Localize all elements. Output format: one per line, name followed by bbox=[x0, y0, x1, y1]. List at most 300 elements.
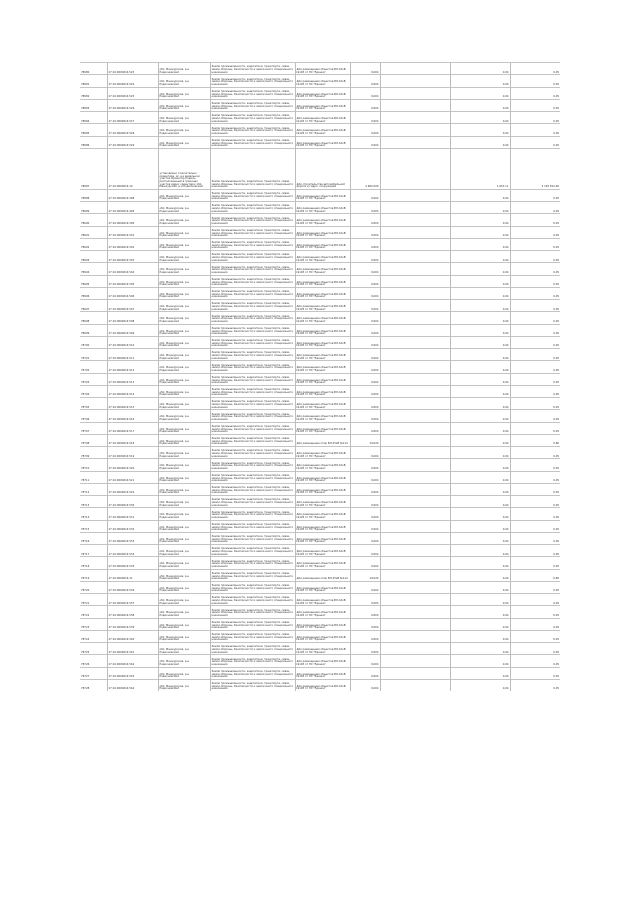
rate-value: 0,04 bbox=[450, 410, 510, 422]
cadastral-cost: 0,05 bbox=[510, 87, 560, 99]
land-category: Земли промышленности, энергетики, транспорта, связи, земли обороны, безопасности и земли иного специального назначения bbox=[210, 238, 295, 250]
cadastral-cost: 0,05 bbox=[510, 643, 560, 655]
cadastral-number: 27:16:0000614:530 bbox=[107, 496, 158, 508]
cadastral-number: 27:16:0000614:508 bbox=[107, 312, 158, 324]
area-value: 0,004 bbox=[350, 557, 380, 569]
cadastral-number: 27:16:0000614:519 bbox=[107, 447, 158, 459]
land-category: Земли промышленности, энергетики, транспорта, связи, земли обороны, безопасности и земли иного специального назначения bbox=[210, 606, 295, 618]
table-row bbox=[80, 75, 560, 87]
table-row bbox=[80, 422, 560, 434]
location-address: обл. Манжурская, р-н Родионовский bbox=[158, 569, 210, 581]
area-value: 0,004 bbox=[350, 124, 380, 136]
location-address: обл. Манжурская, р-н Родионовский bbox=[158, 275, 210, 287]
cadastral-number: 27:16:0000614:498 bbox=[107, 189, 158, 201]
empty-cell bbox=[380, 202, 450, 214]
cadastral-number: 27:16:0000614:510 bbox=[107, 336, 158, 348]
row-number: 78726 bbox=[80, 655, 107, 667]
permitted-use: Для размещения объектов ВЛ-10кВ №193 от ПС "Еданка" bbox=[295, 618, 350, 630]
table-row bbox=[80, 124, 560, 136]
permitted-use: Для размещения объектов ВЛ-10кВ №193 от ПС "Еданка" bbox=[295, 349, 350, 361]
cadastral-cost: 0,05 bbox=[510, 655, 560, 667]
empty-cell bbox=[380, 361, 450, 373]
cadastral-cost: 0,05 bbox=[510, 99, 560, 111]
cadastral-number: 27:16:0000614:535 bbox=[107, 557, 158, 569]
table-row bbox=[80, 226, 560, 238]
cadastral-number: 27:16:0000614:532 bbox=[107, 520, 158, 532]
row-number: 78705 bbox=[80, 398, 107, 410]
area-value: 0,004 bbox=[350, 385, 380, 397]
rate-value: 0,04 bbox=[450, 87, 510, 99]
rate-value: 0,04 bbox=[450, 594, 510, 606]
cadastral-cost: 0,05 bbox=[510, 124, 560, 136]
cadastral-cost: 0,05 bbox=[510, 385, 560, 397]
rate-value: 0,04 bbox=[450, 630, 510, 642]
table-row bbox=[80, 594, 560, 606]
row-number: 78693 bbox=[80, 251, 107, 263]
row-number: 78682 bbox=[80, 87, 107, 99]
rate-value: 0,04 bbox=[450, 471, 510, 483]
location-address: обл. Манжурская, р-н Родионовский bbox=[158, 643, 210, 655]
location-address: обл. Манжурская, р-н Родионовский bbox=[158, 226, 210, 238]
cadastral-cost: 0,05 bbox=[510, 545, 560, 557]
cadastral-cost: 0,05 bbox=[510, 679, 560, 691]
table-row bbox=[80, 312, 560, 324]
permitted-use: Для размещения объектов ВЛ-10кВ №193 от ПС "Еданка" bbox=[295, 508, 350, 520]
rate-value: 0,04 bbox=[450, 545, 510, 557]
permitted-use: Для размещения объектов ВЛ-10кВ №193 от ПС "Еданка" bbox=[295, 112, 350, 124]
permitted-use: Для размещения объектов ВЛ-10кВ №193 от ПС "Еданка" bbox=[295, 214, 350, 226]
row-number: 78689 bbox=[80, 202, 107, 214]
land-category: Земли промышленности, энергетики, транспорта, связи, земли обороны, безопасности и земли иного специального назначения bbox=[210, 655, 295, 667]
permitted-use: Для размещения объектов ВЛ-10кВ №193 от ПС "Еданка" bbox=[295, 136, 350, 148]
location-address: установлено относительно ориентира, ис. на земельном участке Ориентир Родион, расположенный в границах участка Адрес ориентира: обл. Манжурская, р-н Родионовский bbox=[158, 148, 210, 189]
area-value: 0,004 bbox=[350, 618, 380, 630]
area-value: 4 660 000 bbox=[350, 148, 380, 189]
rate-value: 1,053 11 bbox=[450, 148, 510, 189]
row-number: 78710 bbox=[80, 459, 107, 471]
permitted-use: Для размещения объектов ВЛ-10кВ №193 от ПС "Еданка" bbox=[295, 287, 350, 299]
table-row bbox=[80, 532, 560, 544]
land-category: Земли промышленности, энергетики, транспорта, связи, земли обороны, безопасности и земли иного специального назначения bbox=[210, 667, 295, 679]
table-row bbox=[80, 557, 560, 569]
row-number: 78695 bbox=[80, 275, 107, 287]
land-category: Земли промышленности, энергетики, транспорта, связи, земли обороны, безопасности и земли иного специального назначения bbox=[210, 398, 295, 410]
permitted-use: Для размещения объектов ВЛ-10кВ №193 от ПС "Еданка" bbox=[295, 459, 350, 471]
location-address: обл. Манжурская, р-н Родионовский bbox=[158, 214, 210, 226]
empty-cell bbox=[380, 471, 450, 483]
area-value: 0,004 bbox=[350, 324, 380, 336]
location-address: обл. Манжурская, р-н Родионовский bbox=[158, 238, 210, 250]
cadastral-number: 27:16:0000614:499 bbox=[107, 202, 158, 214]
land-category: Земли промышленности, энергетики, транспорта, связи, земли обороны, безопасности и земли иного специального назначения bbox=[210, 594, 295, 606]
permitted-use: Для строительства автомобильной дороги и гидро. сооружений bbox=[295, 148, 350, 189]
empty-cell bbox=[380, 189, 450, 201]
land-category: Земли промышленности, энергетики, транспорта, связи, земли обороны, безопасности и земли иного специального назначения bbox=[210, 679, 295, 691]
cadastral-cost: 0,05 bbox=[510, 263, 560, 275]
cadastral-number: 27:16:0000614:526 bbox=[107, 99, 158, 111]
permitted-use: Для размещения объектов ВЛ-10кВ №193 от ПС "Еданка" bbox=[295, 643, 350, 655]
permitted-use: Для размещения объектов ВЛ-10кВ №193 от ПС "Еданка" bbox=[295, 124, 350, 136]
cadastral-cost: 0,05 bbox=[510, 618, 560, 630]
area-value: 0,004 bbox=[350, 63, 380, 75]
area-value: 0,004 bbox=[350, 226, 380, 238]
rate-value: 0,04 bbox=[450, 459, 510, 471]
cadastral-cost: 0,05 bbox=[510, 300, 560, 312]
permitted-use: Для размещения объектов ВЛ-10кВ №193 от ПС "Еданка" bbox=[295, 532, 350, 544]
cadastral-number: 27:16:0000614:500 bbox=[107, 214, 158, 226]
location-address: обл. Манжурская, р-н Родионовский bbox=[158, 300, 210, 312]
row-number: 78714 bbox=[80, 508, 107, 520]
rate-value: 0,04 bbox=[450, 312, 510, 324]
rate-value: 0,04 bbox=[450, 667, 510, 679]
cadastral-cost: 0,05 bbox=[510, 557, 560, 569]
table-row bbox=[80, 508, 560, 520]
row-number: 78702 bbox=[80, 361, 107, 373]
empty-cell bbox=[380, 226, 450, 238]
empty-cell bbox=[380, 557, 450, 569]
table-row bbox=[80, 373, 560, 385]
permitted-use: Для размещения объектов ВЛ-10кВ №193 от ПС "Еданка" bbox=[295, 263, 350, 275]
rate-value: 0,04 bbox=[450, 336, 510, 348]
cadastral-cost: 0,05 bbox=[510, 532, 560, 544]
cadastral-number: 27:16:0000614:11 bbox=[107, 569, 158, 581]
area-value: 0,004 bbox=[350, 287, 380, 299]
table-row bbox=[80, 447, 560, 459]
table-row bbox=[80, 214, 560, 226]
cadastral-number: 27:16:0000614:512 bbox=[107, 361, 158, 373]
cadastral-cost: 0,05 bbox=[510, 75, 560, 87]
location-address: обл. Манжурская, р-н Родионовский bbox=[158, 422, 210, 434]
rate-value: 0,04 bbox=[450, 226, 510, 238]
location-address: обл. Манжурская, р-н Родионовский bbox=[158, 667, 210, 679]
cadastral-number: 27:16:0000614:507 bbox=[107, 300, 158, 312]
row-number: 78688 bbox=[80, 189, 107, 201]
empty-cell bbox=[380, 569, 450, 581]
empty-cell bbox=[380, 373, 450, 385]
empty-cell bbox=[380, 324, 450, 336]
area-value: 0,004 bbox=[350, 594, 380, 606]
cadastral-cost: 0,05 bbox=[510, 483, 560, 495]
table-row bbox=[80, 618, 560, 630]
table-row bbox=[80, 300, 560, 312]
rate-value: 0,04 bbox=[450, 373, 510, 385]
permitted-use: Для размещения объектов ВЛ-10кВ №193 от ПС "Еданка" bbox=[295, 226, 350, 238]
table-body bbox=[80, 63, 560, 692]
land-category: Земли промышленности, энергетики, транспорта, связи, земли обороны, безопасности и земли иного специального назначения bbox=[210, 75, 295, 87]
permitted-use: Для размещения объектов ВЛ-10кВ №193 от ПС "Еданка" bbox=[295, 275, 350, 287]
table-row bbox=[80, 545, 560, 557]
cadastral-cost: 0,05 bbox=[510, 238, 560, 250]
empty-cell bbox=[380, 238, 450, 250]
cadastral-cost: 0,05 bbox=[510, 459, 560, 471]
area-value: 0,004 bbox=[350, 667, 380, 679]
area-value: 0,004 bbox=[350, 398, 380, 410]
cadastral-number: 27:16:0000614:543 bbox=[107, 667, 158, 679]
row-number: 78696 bbox=[80, 287, 107, 299]
permitted-use: Для размещения объектов ВЛ-10кВ №193 от ПС "Еданка" bbox=[295, 324, 350, 336]
empty-cell bbox=[380, 545, 450, 557]
empty-cell bbox=[380, 483, 450, 495]
table-row bbox=[80, 496, 560, 508]
location-address: обл. Манжурская, р-н Родионовский bbox=[158, 618, 210, 630]
area-value: 0,004 bbox=[350, 606, 380, 618]
location-address: обл. Манжурская, р-н Родионовский bbox=[158, 471, 210, 483]
empty-cell bbox=[380, 300, 450, 312]
land-category: Земли промышленности, энергетики, транспорта, связи, земли обороны, безопасности и земли иного специального назначения bbox=[210, 471, 295, 483]
table-row bbox=[80, 287, 560, 299]
cadastral-cost: 0,05 bbox=[510, 324, 560, 336]
location-address: обл. Манжурская, р-н Родионовский bbox=[158, 434, 210, 446]
area-value: 0,004 bbox=[350, 312, 380, 324]
cadastral-number: 27:16:0000614:517 bbox=[107, 422, 158, 434]
cadastral-number: 27:16:0000614:524 bbox=[107, 75, 158, 87]
rate-value: 0,04 bbox=[450, 532, 510, 544]
land-category: Земли промышленности, энергетики, транспорта, связи, земли обороны, безопасности и земли иного специального назначения bbox=[210, 410, 295, 422]
area-value: 19,024 bbox=[350, 434, 380, 446]
land-category: Земли промышленности, энергетики, транспорта, связи, земли обороны, безопасности и земли иного специального назначения bbox=[210, 312, 295, 324]
location-address: обл. Манжурская, р-н Родионовский bbox=[158, 373, 210, 385]
permitted-use: Для размещения объектов ВЛ-10кВ №193 от ПС "Еданка" bbox=[295, 545, 350, 557]
table-row bbox=[80, 87, 560, 99]
cadastral-number: 27:16:0000614:536 bbox=[107, 581, 158, 593]
area-value: 0,004 bbox=[350, 112, 380, 124]
table-row bbox=[80, 324, 560, 336]
row-number: 78681 bbox=[80, 75, 107, 87]
rate-value: 0,04 bbox=[450, 581, 510, 593]
row-number: 78715 bbox=[80, 520, 107, 532]
permitted-use: Для размещения объектов ВЛ-10кВ №193 от ПС "Еданка" bbox=[295, 557, 350, 569]
permitted-use: Для размещения объектов ВЛ-10кВ №193 от ПС "Еданка" bbox=[295, 422, 350, 434]
cadastral-number: 27:16:0000614:538 bbox=[107, 606, 158, 618]
cadastral-number: 27:16:0000614:539 bbox=[107, 618, 158, 630]
row-number: 78701 bbox=[80, 349, 107, 361]
land-category: Земли промышленности, энергетики, транспорта, связи, земли обороны, безопасности и земли иного специального назначения bbox=[210, 63, 295, 75]
row-number: 78703 bbox=[80, 373, 107, 385]
permitted-use: Для размещения объектов ВЛ-10кВ №193 от ПС "Еданка" bbox=[295, 189, 350, 201]
location-address: обл. Манжурская, р-н Родионовский bbox=[158, 508, 210, 520]
cadastral-cost: 0,05 bbox=[510, 251, 560, 263]
location-address: обл. Манжурская, р-н Родионовский bbox=[158, 63, 210, 75]
cadastral-number: 27:16:0000614:518 bbox=[107, 434, 158, 446]
location-address: обл. Манжурская, р-н Родионовский bbox=[158, 287, 210, 299]
empty-cell bbox=[380, 410, 450, 422]
table-row bbox=[80, 410, 560, 422]
empty-cell bbox=[380, 336, 450, 348]
cadastral-number: 27:16:0000614:533 bbox=[107, 532, 158, 544]
permitted-use: Для размещения объектов ВЛ-10кВ №193 от ПС "Еданка" bbox=[295, 606, 350, 618]
cadastral-number: 27:16:0000614:528 bbox=[107, 124, 158, 136]
rate-value: 0,04 bbox=[450, 643, 510, 655]
cadastral-cost: 0,05 bbox=[510, 136, 560, 148]
cadastral-number: 27:16:0000614:504 bbox=[107, 263, 158, 275]
location-address: обл. Манжурская, р-н Родионовский bbox=[158, 349, 210, 361]
table-row bbox=[80, 643, 560, 655]
row-number: 78713 bbox=[80, 496, 107, 508]
permitted-use: Для размещения объектов ВЛ-10кВ №193 от ПС "Еданка" bbox=[295, 373, 350, 385]
row-number: 78720 bbox=[80, 581, 107, 593]
table-row bbox=[80, 263, 560, 275]
rate-value: 0,04 bbox=[450, 75, 510, 87]
permitted-use: Для размещения объектов ВЛ-10кВ №193 от ПС "Еданка" bbox=[295, 385, 350, 397]
land-category: Земли промышленности, энергетики, транспорта, связи, земли обороны, безопасности и земли иного специального назначения bbox=[210, 112, 295, 124]
rate-value: 0,04 bbox=[450, 422, 510, 434]
table-row bbox=[80, 606, 560, 618]
row-number: 78725 bbox=[80, 643, 107, 655]
location-address: обл. Манжурская, р-н Родионовский bbox=[158, 532, 210, 544]
empty-cell bbox=[380, 87, 450, 99]
cadastral-number: 27:16:0000614:537 bbox=[107, 594, 158, 606]
area-value: 0,004 bbox=[350, 361, 380, 373]
cadastral-cost: 0,05 bbox=[510, 410, 560, 422]
rate-value: 0,04 bbox=[450, 63, 510, 75]
rate-value: 0,04 bbox=[450, 361, 510, 373]
table-row bbox=[80, 655, 560, 667]
land-category: Земли промышленности, энергетики, транспорта, связи, земли обороны, безопасности и земли иного специального назначения bbox=[210, 496, 295, 508]
rate-value: 0,04 bbox=[450, 483, 510, 495]
cadastral-cost: 0,05 bbox=[510, 112, 560, 124]
location-address: обл. Манжурская, р-н Родионовский bbox=[158, 679, 210, 691]
permitted-use: Для размещения объектов ВЛ-10кВ №193 от ПС "Еданка" bbox=[295, 75, 350, 87]
cadastral-number: 27:16:0000614:506 bbox=[107, 287, 158, 299]
cadastral-cost: 0,05 bbox=[510, 226, 560, 238]
permitted-use: Для размещения объектов ВЛ-10кВ №193 от ПС "Еданка" bbox=[295, 251, 350, 263]
location-address: обл. Манжурская, р-н Родионовский bbox=[158, 557, 210, 569]
location-address: обл. Манжурская, р-н Родионовский bbox=[158, 630, 210, 642]
permitted-use: Для размещения объектов ВЛ-10кВ №193 от ПС "Еданка" bbox=[295, 483, 350, 495]
area-value: 0,004 bbox=[350, 508, 380, 520]
table-row bbox=[80, 238, 560, 250]
cadastral-number: 27:16:0000614:523 bbox=[107, 63, 158, 75]
rate-value: 0,04 bbox=[450, 214, 510, 226]
row-number: 78683 bbox=[80, 99, 107, 111]
row-number: 78721 bbox=[80, 594, 107, 606]
rate-value: 0,04 bbox=[450, 655, 510, 667]
table-row bbox=[80, 569, 560, 581]
land-category: Земли промышленности, энергетики, транспорта, связи, земли обороны, безопасности и земли иного специального назначения bbox=[210, 373, 295, 385]
land-category: Земли промышленности, энергетики, транспорта, связи, земли обороны, безопасности и земли иного специального назначения bbox=[210, 349, 295, 361]
empty-cell bbox=[380, 124, 450, 136]
empty-cell bbox=[380, 643, 450, 655]
land-category: Земли промышленности, энергетики, транспорта, связи, земли обороны, безопасности и земли иного специального назначения bbox=[210, 643, 295, 655]
row-number: 78728 bbox=[80, 679, 107, 691]
land-category: Земли промышленности, энергетики, транспорта, связи, земли обороны, безопасности и земли иного специального назначения bbox=[210, 508, 295, 520]
area-value: 0,004 bbox=[350, 447, 380, 459]
location-address: обл. Манжурская, р-н Родионовский bbox=[158, 410, 210, 422]
land-category: Земли промышленности, энергетики, транспорта, связи, земли обороны, безопасности и земли иного специального назначения bbox=[210, 275, 295, 287]
permitted-use: Для размещения объектов ВЛ-10кВ №193 от ПС "Еданка" bbox=[295, 679, 350, 691]
cadastral-cost: 0,05 bbox=[510, 275, 560, 287]
location-address: обл. Манжурская, р-н Родионовский bbox=[158, 87, 210, 99]
location-address: обл. Манжурская, р-н Родионовский bbox=[158, 606, 210, 618]
rate-value: 0,04 bbox=[450, 679, 510, 691]
location-address: обл. Манжурская, р-н Родионовский bbox=[158, 202, 210, 214]
table-row bbox=[80, 99, 560, 111]
land-category: Земли промышленности, энергетики, транспорта, связи, земли обороны, безопасности и земли иного специального назначения bbox=[210, 87, 295, 99]
cadastral-cost: 0,05 bbox=[510, 496, 560, 508]
location-address: обл. Манжурская, р-н Родионовский bbox=[158, 136, 210, 148]
rate-value: 0,04 bbox=[450, 189, 510, 201]
rate-value: 0,04 bbox=[450, 508, 510, 520]
area-value: 0,004 bbox=[350, 349, 380, 361]
location-address: обл. Манжурская, р-н Родионовский bbox=[158, 447, 210, 459]
land-category: Земли промышленности, энергетики, транспорта, связи, земли обороны, безопасности и земли иного специального назначения bbox=[210, 251, 295, 263]
table-row bbox=[80, 349, 560, 361]
permitted-use: Для размещения объектов ВЛ-10кВ №193 от ПС "Еданка" bbox=[295, 87, 350, 99]
table-row bbox=[80, 385, 560, 397]
cadastral-cost: 0,05 bbox=[510, 336, 560, 348]
empty-cell bbox=[380, 655, 450, 667]
table-row bbox=[80, 679, 560, 691]
cadastral-cost: 0,05 bbox=[510, 630, 560, 642]
area-value: 0,004 bbox=[350, 630, 380, 642]
cadastral-number: 27:16:0000614:531 bbox=[107, 508, 158, 520]
permitted-use: Для размещения объектов ВЛ-10кВ №193 от ПС "Еданка" bbox=[295, 667, 350, 679]
permitted-use: Для размещения объектов ВЛ-10кВ №193 от ПС "Еданка" bbox=[295, 312, 350, 324]
land-register-table bbox=[80, 62, 560, 691]
row-number: 78706 bbox=[80, 410, 107, 422]
cadastral-cost: 0,05 bbox=[510, 594, 560, 606]
cadastral-number: 27:16:0000614:544 bbox=[107, 679, 158, 691]
land-category: Земли промышленности, энергетики, транспорта, связи, земли обороны, безопасности и земли иного специального назначения bbox=[210, 202, 295, 214]
permitted-use: Для размещения опор ВЛ-35кВ №114 bbox=[295, 434, 350, 446]
land-category: Земли промышленности, энергетики, транспорта, связи, земли обороны, безопасности и земли иного специального назначения bbox=[210, 483, 295, 495]
land-category: Земли промышленности, энергетики, транспорта, связи, земли обороны, безопасности и земли иного специального назначения bbox=[210, 447, 295, 459]
rate-value: 0,04 bbox=[450, 496, 510, 508]
rate-value: 0,04 bbox=[450, 275, 510, 287]
location-address: обл. Манжурская, р-н Родионовский bbox=[158, 581, 210, 593]
location-address: обл. Манжурская, р-н Родионовский bbox=[158, 251, 210, 263]
land-category: Земли промышленности, энергетики, транспорта, связи, земли обороны, безопасности и земли иного специального назначения bbox=[210, 385, 295, 397]
land-category: Земли промышленности, энергетики, транспорта, связи, земли обороны, безопасности и земли иного специального назначения bbox=[210, 189, 295, 201]
cadastral-number: 27:16:0000614:541 bbox=[107, 643, 158, 655]
table-row bbox=[80, 275, 560, 287]
land-category: Земли промышленности, энергетики, транспорта, связи, земли обороны, безопасности и земли иного специального назначения bbox=[210, 148, 295, 189]
empty-cell bbox=[380, 520, 450, 532]
row-number: 78723 bbox=[80, 618, 107, 630]
permitted-use: Для размещения объектов ВЛ-10кВ №193 от ПС "Еданка" bbox=[295, 447, 350, 459]
table-row bbox=[80, 202, 560, 214]
table-row bbox=[80, 483, 560, 495]
cadastral-number: 27:16:0000614:509 bbox=[107, 324, 158, 336]
rate-value: 0,04 bbox=[450, 251, 510, 263]
empty-cell bbox=[380, 667, 450, 679]
land-category: Земли промышленности, энергетики, транспорта, связи, земли обороны, безопасности и земли иного специального назначения bbox=[210, 569, 295, 581]
land-category: Земли промышленности, энергетики, транспорта, связи, земли обороны, безопасности и земли иного специального назначения bbox=[210, 300, 295, 312]
location-address: обл. Манжурская, р-н Родионовский bbox=[158, 124, 210, 136]
cadastral-number: 27:16:0000614:540 bbox=[107, 630, 158, 642]
location-address: обл. Манжурская, р-н Родионовский bbox=[158, 594, 210, 606]
row-number: 78717 bbox=[80, 545, 107, 557]
table-row bbox=[80, 471, 560, 483]
rate-value: 0,04 bbox=[450, 557, 510, 569]
empty-cell bbox=[380, 148, 450, 189]
permitted-use: Для размещения объектов ВЛ-10кВ №193 от ПС "Еданка" bbox=[295, 496, 350, 508]
area-value: 0,004 bbox=[350, 373, 380, 385]
area-value: 0,004 bbox=[350, 471, 380, 483]
area-value: 0,004 bbox=[350, 75, 380, 87]
cadastral-cost: 0,05 bbox=[510, 287, 560, 299]
area-value: 0,004 bbox=[350, 459, 380, 471]
area-value: 0,004 bbox=[350, 410, 380, 422]
area-value: 0,004 bbox=[350, 300, 380, 312]
row-number: 78724 bbox=[80, 630, 107, 642]
location-address: обл. Манжурская, р-н Родионовский bbox=[158, 75, 210, 87]
row-number: 78711 bbox=[80, 471, 107, 483]
row-number: 78722 bbox=[80, 606, 107, 618]
empty-cell bbox=[380, 312, 450, 324]
cadastral-number: 27:16:0000614:529 bbox=[107, 136, 158, 148]
land-category: Земли промышленности, энергетики, транспорта, связи, земли обороны, безопасности и земли иного специального назначения bbox=[210, 630, 295, 642]
